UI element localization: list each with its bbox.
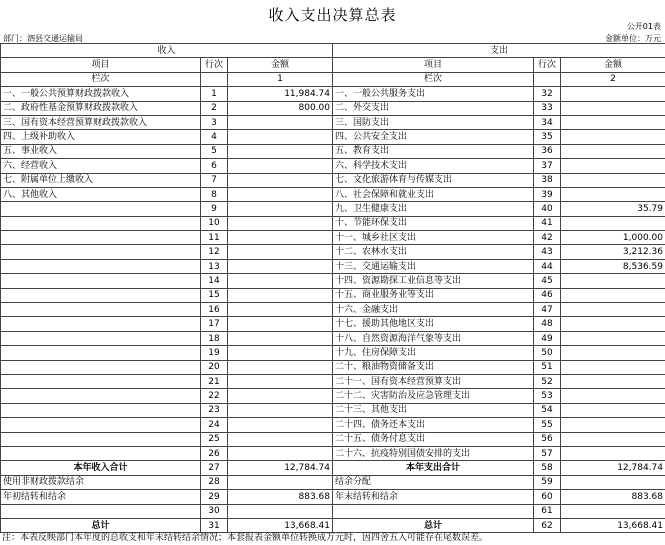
table-row <box>1 303 665 317</box>
income-item-cell <box>1 231 201 245</box>
table-row <box>1 403 665 417</box>
income-column-label: 栏次 <box>1 72 201 86</box>
income-amount-cell <box>228 432 333 446</box>
income-row-no-cell: 2 <box>201 101 228 115</box>
expense-amount-cell <box>561 130 665 144</box>
expense-row-no-cell: 33 <box>534 101 561 115</box>
income-amount-cell <box>228 231 333 245</box>
expense-amount-cell <box>561 101 665 115</box>
income-item-cell <box>1 432 201 446</box>
expense-row-no-cell: 56 <box>534 432 561 446</box>
expense-row-no-cell: 46 <box>534 288 561 302</box>
table-row <box>1 504 665 518</box>
income-item-cell <box>1 303 201 317</box>
income-amount-cell <box>228 317 333 331</box>
expense-row-no-cell: 58 <box>534 461 561 475</box>
income-amount-cell <box>228 274 333 288</box>
expense-row-no-header: 行次 <box>534 58 561 72</box>
income-row-no-cell: 26 <box>201 446 228 460</box>
table-row <box>1 360 665 374</box>
income-item-cell <box>1 403 201 417</box>
income-item-cell <box>1 360 201 374</box>
income-row-no-cell: 8 <box>201 187 228 201</box>
income-amount-cell <box>228 475 333 489</box>
income-row-no-cell: 31 <box>201 518 228 532</box>
income-item-cell <box>1 274 201 288</box>
expense-item-cell: 二十四、债务还本支出 <box>333 418 534 432</box>
income-row-no-cell: 19 <box>201 346 228 360</box>
income-row-no-cell: 28 <box>201 475 228 489</box>
expense-amount-cell <box>561 87 665 101</box>
income-expense-table <box>0 43 665 533</box>
expense-amount-cell <box>561 475 665 489</box>
income-item-cell: 六、经营收入 <box>1 159 201 173</box>
income-amount-cell <box>228 144 333 158</box>
department-label: 部门：泗县交通运输局 <box>3 34 83 43</box>
form-number: 公开01表 <box>626 22 661 31</box>
expense-row-no-cell: 44 <box>534 259 561 273</box>
income-row-no-cell: 29 <box>201 490 228 504</box>
income-amount-cell <box>228 173 333 187</box>
expense-amount-cell <box>561 187 665 201</box>
report-title: 收入支出决算总表 <box>268 6 397 24</box>
expense-item-cell: 十四、资源勘探工业信息等支出 <box>333 274 534 288</box>
table-row <box>1 461 665 475</box>
expense-amount-cell <box>561 418 665 432</box>
income-item-cell <box>1 288 201 302</box>
table-row <box>1 173 665 187</box>
expense-item-cell: 十八、自然资源海洋气象等支出 <box>333 331 534 345</box>
expense-item-cell: 六、科学技术支出 <box>333 159 534 173</box>
expense-row-no-cell: 41 <box>534 216 561 230</box>
income-amount-cell <box>228 418 333 432</box>
expense-amount-cell <box>561 173 665 187</box>
income-row-no-cell: 1 <box>201 87 228 101</box>
income-amount-cell <box>228 216 333 230</box>
expense-row-no-cell: 49 <box>534 331 561 345</box>
income-item-cell <box>1 317 201 331</box>
expense-item-cell: 二、外交支出 <box>333 101 534 115</box>
income-row-no-cell: 17 <box>201 317 228 331</box>
income-item-cell <box>1 245 201 259</box>
expense-row-no-cell: 35 <box>534 130 561 144</box>
expense-row-no-cell: 62 <box>534 518 561 532</box>
expense-item-cell: 三、国防支出 <box>333 115 534 129</box>
expense-item-cell: 本年支出合计 <box>333 461 534 475</box>
expense-item-cell: 十六、金融支出 <box>333 303 534 317</box>
income-row-no-cell: 20 <box>201 360 228 374</box>
income-row-no-cell: 25 <box>201 432 228 446</box>
expense-amount-cell <box>561 403 665 417</box>
table-row <box>1 274 665 288</box>
income-row-no-cell: 24 <box>201 418 228 432</box>
expense-amount-cell: 883.68 <box>561 490 665 504</box>
expense-row-no-cell: 55 <box>534 418 561 432</box>
expense-row-no-cell: 60 <box>534 490 561 504</box>
amount-unit-label: 金额单位：万元 <box>605 34 661 43</box>
table-row <box>1 101 665 115</box>
expense-row-no-cell: 34 <box>534 115 561 129</box>
income-row-no-cell: 27 <box>201 461 228 475</box>
income-amount-header: 金额 <box>228 58 333 72</box>
expense-item-cell: 十五、商业服务业等支出 <box>333 288 534 302</box>
income-row-no-cell: 30 <box>201 504 228 518</box>
expense-item-cell: 八、社会保障和就业支出 <box>333 187 534 201</box>
income-amount-cell <box>228 360 333 374</box>
expense-amount-cell <box>561 389 665 403</box>
expense-row-no-cell: 42 <box>534 231 561 245</box>
income-item-cell <box>1 374 201 388</box>
income-row-no-cell: 7 <box>201 173 228 187</box>
expense-column-label: 栏次 <box>333 72 534 86</box>
income-amount-cell <box>228 346 333 360</box>
income-row-no-cell: 16 <box>201 303 228 317</box>
expense-amount-cell <box>561 274 665 288</box>
income-item-cell: 八、其他收入 <box>1 187 201 201</box>
income-row-no-cell: 13 <box>201 259 228 273</box>
expense-row-no-cell: 39 <box>534 187 561 201</box>
income-amount-cell <box>228 331 333 345</box>
expense-item-cell: 十二、农林水支出 <box>333 245 534 259</box>
expense-item-cell: 十七、援助其他地区支出 <box>333 317 534 331</box>
expense-item-cell: 二十三、其他支出 <box>333 403 534 417</box>
expense-item-cell: 总计 <box>333 518 534 532</box>
income-amount-cell: 12,784.74 <box>228 461 333 475</box>
expense-amount-cell <box>561 374 665 388</box>
table-row <box>1 202 665 216</box>
expense-row-no-cell: 59 <box>534 475 561 489</box>
expense-amount-cell: 3,212.36 <box>561 245 665 259</box>
table-row <box>1 475 665 489</box>
expense-amount-cell <box>561 115 665 129</box>
income-row-no-header: 行次 <box>201 58 228 72</box>
expense-row-no-cell: 37 <box>534 159 561 173</box>
expense-amount-cell <box>561 159 665 173</box>
income-row-no-cell: 22 <box>201 389 228 403</box>
income-row-no-cell: 6 <box>201 159 228 173</box>
expense-amount-cell: 35.79 <box>561 202 665 216</box>
table-row <box>1 446 665 460</box>
expense-row-no-cell: 48 <box>534 317 561 331</box>
income-amount-cell: 11,984.74 <box>228 87 333 101</box>
expense-amount-cell <box>561 317 665 331</box>
table-row <box>1 288 665 302</box>
table-row <box>1 418 665 432</box>
expense-amount-cell: 13,668.41 <box>561 518 665 532</box>
income-item-cell: 四、上级补助收入 <box>1 130 201 144</box>
expense-row-no-cell: 54 <box>534 403 561 417</box>
income-section-header: 收入 <box>1 44 333 58</box>
expense-amount-cell <box>561 432 665 446</box>
expense-item-cell: 十一、城乡社区支出 <box>333 231 534 245</box>
expense-row-no-cell: 50 <box>534 346 561 360</box>
expense-amount-cell <box>561 331 665 345</box>
expense-amount-cell <box>561 288 665 302</box>
expense-item-cell <box>333 504 534 518</box>
income-amount-cell <box>228 504 333 518</box>
income-item-cell <box>1 418 201 432</box>
table-row <box>1 259 665 273</box>
expense-row-no-cell: 45 <box>534 274 561 288</box>
expense-item-cell: 二十、粮油物资储备支出 <box>333 360 534 374</box>
income-amount-cell <box>228 446 333 460</box>
income-amount-cell <box>228 115 333 129</box>
expense-amount-cell <box>561 504 665 518</box>
expense-item-cell: 年末结转和结余 <box>333 490 534 504</box>
income-row-no-blank <box>201 72 228 86</box>
income-amount-cell <box>228 389 333 403</box>
income-amount-cell: 13,668.41 <box>228 518 333 532</box>
expense-amount-cell <box>561 360 665 374</box>
income-row-no-cell: 4 <box>201 130 228 144</box>
income-column-number: 1 <box>228 72 333 86</box>
expense-row-no-cell: 52 <box>534 374 561 388</box>
table-row <box>1 490 665 504</box>
expense-amount-header: 金额 <box>561 58 665 72</box>
expense-item-cell: 五、教育支出 <box>333 144 534 158</box>
expense-item-cell: 二十二、灾害防治及应急管理支出 <box>333 389 534 403</box>
income-amount-cell <box>228 288 333 302</box>
expense-row-no-cell: 61 <box>534 504 561 518</box>
income-amount-cell <box>228 245 333 259</box>
income-item-cell <box>1 331 201 345</box>
income-amount-cell: 883.68 <box>228 490 333 504</box>
table-row <box>1 216 665 230</box>
expense-row-no-cell: 38 <box>534 173 561 187</box>
income-row-no-cell: 3 <box>201 115 228 129</box>
income-row-no-cell: 23 <box>201 403 228 417</box>
expense-amount-cell: 1,000.00 <box>561 231 665 245</box>
expense-item-cell: 九、卫生健康支出 <box>333 202 534 216</box>
footnote: 注：本表反映部门本年度的总收支和年末结转结余情况；本套报表金额单位转换成万元时，因四舍五入可能存在尾数误差。 <box>2 533 489 543</box>
income-row-no-cell: 9 <box>201 202 228 216</box>
income-item-cell: 三、国有资本经营预算财政拨款收入 <box>1 115 201 129</box>
table-body <box>1 87 665 533</box>
expense-item-cell: 结余分配 <box>333 475 534 489</box>
expense-amount-cell <box>561 446 665 460</box>
table-row <box>1 432 665 446</box>
income-item-cell: 五、事业收入 <box>1 144 201 158</box>
expense-row-no-cell: 47 <box>534 303 561 317</box>
table-row <box>1 144 665 158</box>
income-item-cell <box>1 346 201 360</box>
table-row <box>1 187 665 201</box>
income-amount-cell: 800.00 <box>228 101 333 115</box>
expense-column-number: 2 <box>561 72 665 86</box>
expense-amount-cell: 8,536.59 <box>561 259 665 273</box>
expense-amount-cell: 12,784.74 <box>561 461 665 475</box>
expense-item-cell: 一、一般公共服务支出 <box>333 87 534 101</box>
expense-item-cell: 十、节能环保支出 <box>333 216 534 230</box>
income-item-cell <box>1 216 201 230</box>
income-row-no-cell: 12 <box>201 245 228 259</box>
table-row <box>1 389 665 403</box>
table-row <box>1 346 665 360</box>
income-item-cell <box>1 504 201 518</box>
income-amount-cell <box>228 187 333 201</box>
table-row <box>1 331 665 345</box>
income-amount-cell <box>228 259 333 273</box>
expense-row-no-cell: 51 <box>534 360 561 374</box>
income-amount-cell <box>228 130 333 144</box>
expense-row-no-cell: 40 <box>534 202 561 216</box>
expense-amount-cell <box>561 144 665 158</box>
expense-item-cell: 二十一、国有资本经营预算支出 <box>333 374 534 388</box>
income-row-no-cell: 5 <box>201 144 228 158</box>
expense-row-no-cell: 32 <box>534 87 561 101</box>
income-amount-cell <box>228 202 333 216</box>
expense-item-cell: 四、公共安全支出 <box>333 130 534 144</box>
expense-item-header: 项目 <box>333 58 534 72</box>
income-row-no-cell: 18 <box>201 331 228 345</box>
table-row <box>1 317 665 331</box>
expense-item-cell: 十三、交通运输支出 <box>333 259 534 273</box>
income-amount-cell <box>228 403 333 417</box>
income-item-cell: 总计 <box>1 518 201 532</box>
table-row <box>1 159 665 173</box>
expense-item-cell: 七、文化旅游体育与传媒支出 <box>333 173 534 187</box>
expense-item-cell: 十九、住房保障支出 <box>333 346 534 360</box>
income-item-cell <box>1 202 201 216</box>
expense-row-no-cell: 53 <box>534 389 561 403</box>
income-row-no-cell: 14 <box>201 274 228 288</box>
income-amount-cell <box>228 159 333 173</box>
table-row <box>1 115 665 129</box>
income-amount-cell <box>228 303 333 317</box>
income-item-header: 项目 <box>1 58 201 72</box>
expense-row-no-cell: 57 <box>534 446 561 460</box>
income-item-cell <box>1 259 201 273</box>
income-item-cell <box>1 446 201 460</box>
expense-row-no-cell: 36 <box>534 144 561 158</box>
income-row-no-cell: 11 <box>201 231 228 245</box>
income-amount-cell <box>228 374 333 388</box>
table-row <box>1 87 665 101</box>
expense-row-no-blank <box>534 72 561 86</box>
table-row <box>1 231 665 245</box>
income-row-no-cell: 10 <box>201 216 228 230</box>
table-row <box>1 374 665 388</box>
income-item-cell: 七、附属单位上缴收入 <box>1 173 201 187</box>
income-row-no-cell: 21 <box>201 374 228 388</box>
income-item-cell: 年初结转和结余 <box>1 490 201 504</box>
income-item-cell: 本年收入合计 <box>1 461 201 475</box>
expense-item-cell: 二十六、抗疫特别国债安排的支出 <box>333 446 534 460</box>
expense-amount-cell <box>561 216 665 230</box>
income-item-cell: 使用非财政拨款结余 <box>1 475 201 489</box>
income-item-cell <box>1 389 201 403</box>
expense-row-no-cell: 43 <box>534 245 561 259</box>
expense-amount-cell <box>561 346 665 360</box>
expense-section-header: 支出 <box>333 44 665 58</box>
expense-amount-cell <box>561 303 665 317</box>
expense-item-cell: 二十五、债务付息支出 <box>333 432 534 446</box>
table-row <box>1 130 665 144</box>
income-row-no-cell: 15 <box>201 288 228 302</box>
income-item-cell: 二、政府性基金预算财政拨款收入 <box>1 101 201 115</box>
table-row <box>1 245 665 259</box>
income-item-cell: 一、一般公共预算财政拨款收入 <box>1 87 201 101</box>
